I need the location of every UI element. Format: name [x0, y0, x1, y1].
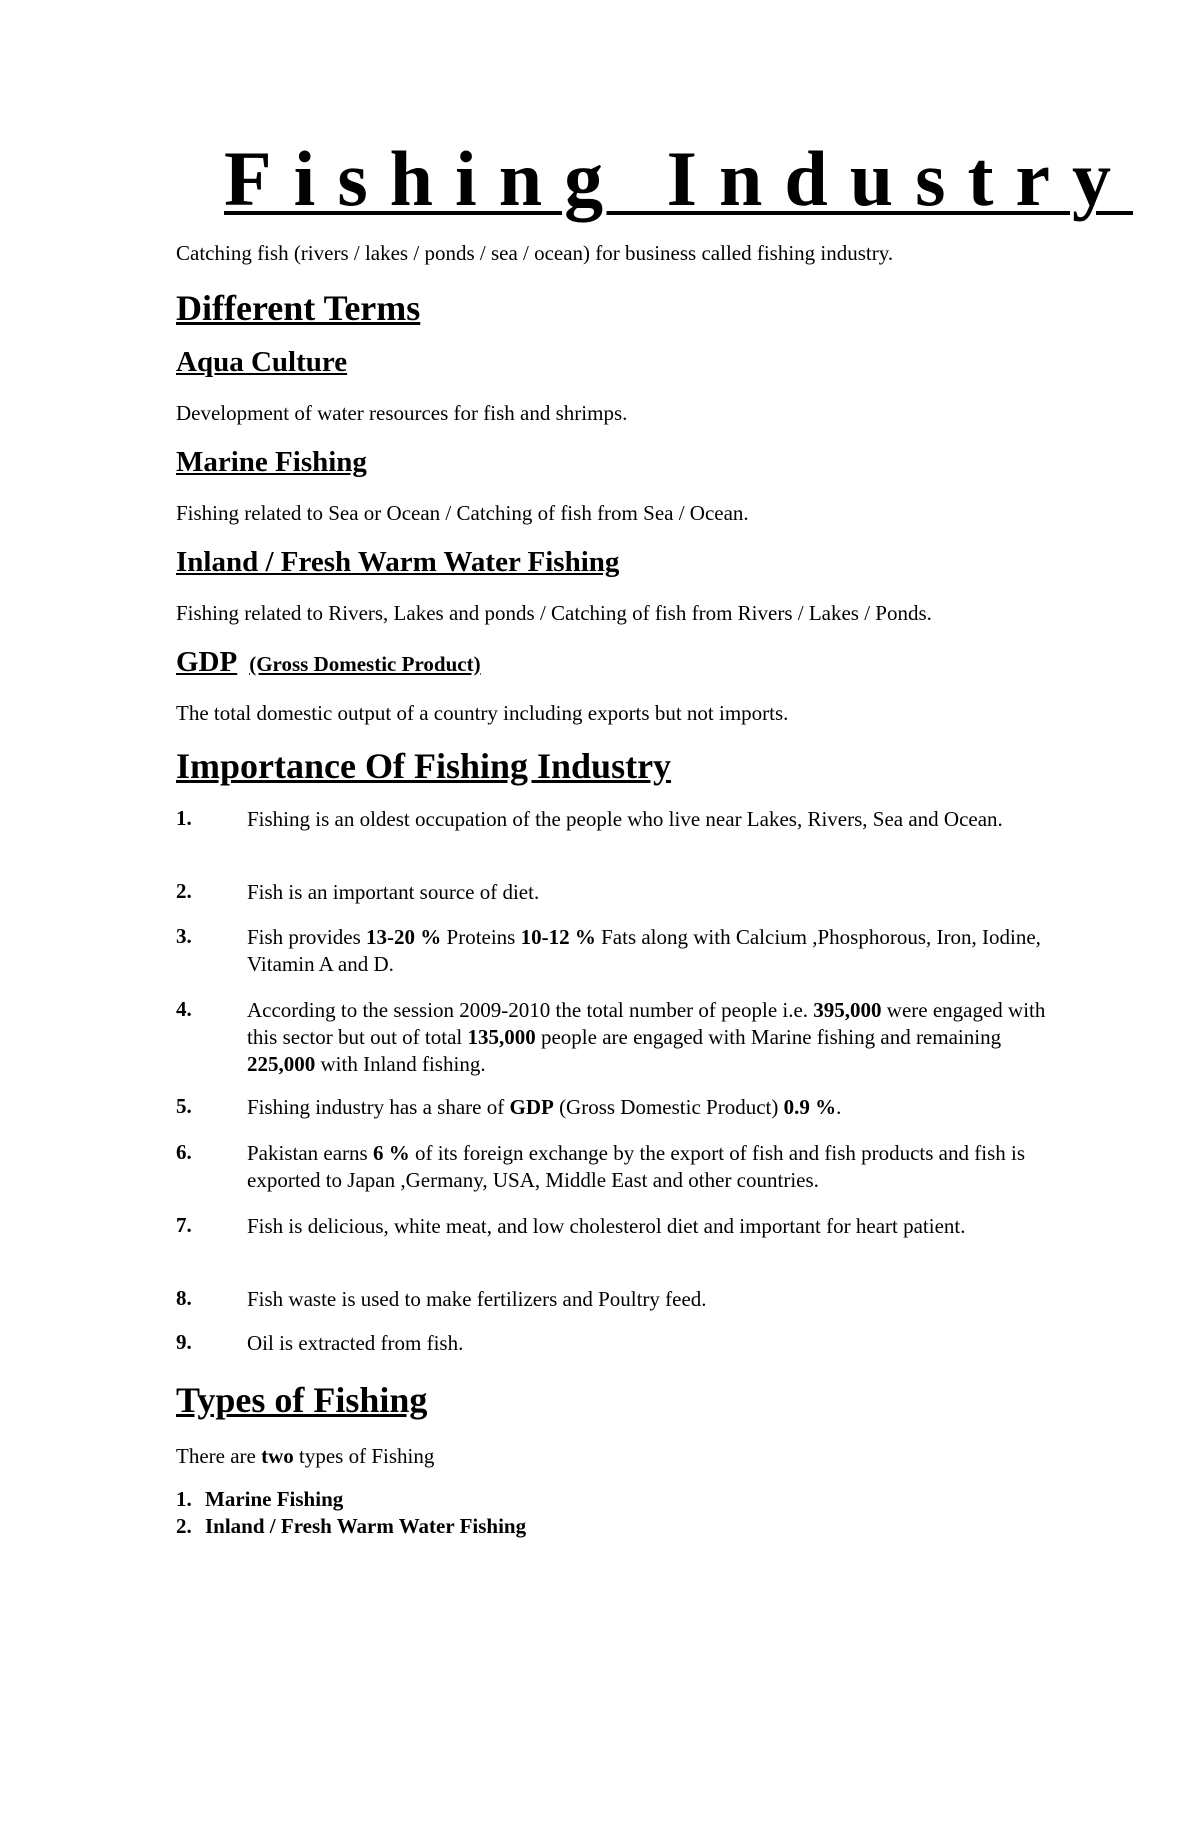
importance-item-number: 3.	[176, 924, 192, 948]
plain-text: Fish provides	[247, 925, 367, 949]
importance-item-number: 4.	[176, 997, 192, 1021]
types-intro-after: types of Fishing	[293, 1444, 435, 1468]
plain-text: Fats along with Calcium ,Phosphorous, Iron, Iodine, Vitamin A and D.	[247, 925, 1041, 976]
plain-text: Fishing is an oldest occupation of the people who live near Lakes, Rivers, Sea and Ocean.	[247, 807, 1003, 831]
plain-text: Fishing industry has a share of	[247, 1095, 510, 1119]
gdp-heading	[176, 648, 481, 677]
inland-fishing-heading: Inland / Fresh Warm Water Fishing	[176, 546, 620, 578]
importance-item-number: 1.	[176, 806, 192, 830]
importance-item-text	[247, 806, 1047, 833]
importance-item-text	[247, 1330, 1047, 1357]
emphasis-text: 225,000	[247, 1052, 316, 1076]
plain-text: people are engaged with Marine fishing and remaining	[535, 1025, 1002, 1049]
importance-item-number: 8.	[176, 1286, 192, 1310]
types-item-label: Marine Fishing	[205, 1487, 344, 1511]
importance-item-text	[247, 1094, 1047, 1121]
aqua-culture-text: Development of water resources for fish and shrimps.	[176, 401, 628, 425]
types-intro-before: There are	[176, 1444, 262, 1468]
marine-fishing-text: Fishing related to Sea or Ocean / Catching of fish from Sea / Ocean.	[176, 501, 749, 525]
importance-item-text	[247, 1213, 1047, 1240]
gdp-text: The total domestic output of a country including exports but not imports.	[176, 701, 789, 725]
emphasis-text: 13-20 %	[366, 925, 442, 949]
importance-item-number: 6.	[176, 1140, 192, 1164]
importance-item-number: 2.	[176, 879, 192, 903]
plain-text: with Inland fishing.	[315, 1052, 486, 1076]
emphasis-text: 0.9 %	[783, 1095, 837, 1119]
plain-text: Fish waste is used to make fertilizers and Poultry feed.	[247, 1287, 707, 1311]
intro-text: Catching fish (rivers / lakes / ponds / sea / ocean) for business called fishing industry.	[176, 241, 894, 265]
emphasis-text: 395,000	[813, 998, 882, 1022]
types-heading: Types of Fishing	[176, 1380, 428, 1420]
plain-text: Oil is extracted from fish.	[247, 1331, 464, 1355]
importance-item-text	[247, 1140, 1047, 1194]
types-item-label: Inland / Fresh Warm Water Fishing	[205, 1514, 527, 1538]
plain-text: Proteins	[441, 925, 521, 949]
importance-item-text	[247, 997, 1047, 1078]
importance-item-text	[247, 924, 1047, 978]
emphasis-text: 135,000	[467, 1025, 536, 1049]
emphasis-text: 6 %	[372, 1141, 410, 1165]
plain-text: According to the session 2009-2010 the total number of people i.e.	[247, 998, 814, 1022]
plain-text: were engaged with this sector but out of total	[247, 998, 1046, 1049]
plain-text: Fish is delicious, white meat, and low cholesterol diet and important for heart patient.	[247, 1214, 966, 1238]
types-intro	[176, 1443, 434, 1470]
emphasis-text: 10-12 %	[520, 925, 596, 949]
different-terms-heading: Different Terms	[176, 288, 421, 328]
plain-text: Pakistan earns	[247, 1141, 373, 1165]
marine-fishing-heading: Marine Fishing	[176, 446, 367, 478]
emphasis-text: GDP	[509, 1095, 554, 1119]
plain-text: .	[836, 1095, 842, 1119]
gdp-heading-note: (Gross Domestic Product)	[249, 652, 481, 676]
plain-text: Fish is an important source of diet.	[247, 880, 540, 904]
importance-item-number: 9.	[176, 1330, 192, 1354]
page-title: Fishing Industry	[224, 135, 1134, 222]
importance-item-text	[247, 879, 1047, 906]
inland-fishing-text: Fishing related to Rivers, Lakes and ponds / Catching of fish from Rivers / Lakes / Ponds.	[176, 601, 932, 625]
importance-item-number: 7.	[176, 1213, 192, 1237]
types-intro-bold: two	[261, 1444, 294, 1468]
types-list-item	[176, 1514, 526, 1539]
gdp-heading-label: GDP	[176, 646, 238, 678]
plain-text: of its foreign exchange by the export of fish and fish products and fish is exported to Japan ,Germany, USA, Middle East and other countries.	[247, 1141, 1026, 1192]
importance-item-number: 5.	[176, 1094, 192, 1118]
aqua-culture-heading: Aqua Culture	[176, 346, 348, 378]
types-item-number: 1.	[176, 1487, 192, 1511]
importance-heading: Importance Of Fishing Industry	[176, 746, 672, 786]
importance-item-text	[247, 1286, 1047, 1313]
plain-text: (Gross Domestic Product)	[553, 1095, 784, 1119]
types-item-number: 2.	[176, 1514, 192, 1538]
types-list-item	[176, 1487, 343, 1512]
